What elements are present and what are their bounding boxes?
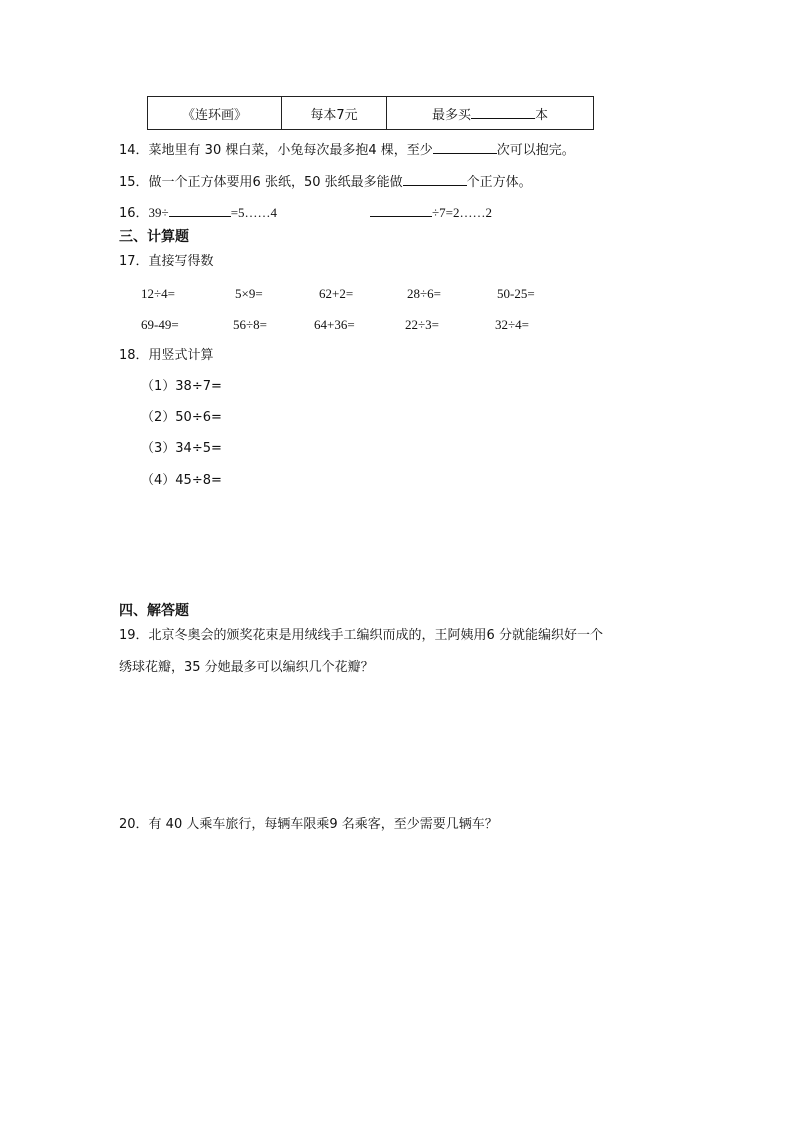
vertical-calc-item: （1）38÷7= xyxy=(141,379,222,394)
calc-item: 56÷8= xyxy=(233,317,267,332)
question-19-line1: 19．北京冬奥会的颁奖花束是用绒线手工编织而成的，王阿姨用6 分就能编织好一个 xyxy=(119,628,603,643)
question-14 xyxy=(119,140,575,159)
section-3-title: 三、计算题 xyxy=(119,229,189,245)
question-15-suffix: 个正方体。 xyxy=(466,175,532,190)
vertical-calc-item: （4）45÷8= xyxy=(141,473,222,488)
calc-item: 64+36= xyxy=(314,317,355,332)
calc-item: 50-25= xyxy=(497,286,535,301)
price-table xyxy=(147,96,594,130)
question-16-left-suffix: =5……4 xyxy=(230,205,278,220)
calc-item: 5×9= xyxy=(235,286,263,301)
question-16-label: 16． xyxy=(119,206,149,221)
question-19-line2: 绣球花瓣，35 分她最多可以编织几个花瓣？ xyxy=(119,660,374,675)
vertical-calc-item: （2）50÷6= xyxy=(141,410,222,425)
question-16-left-blank[interactable] xyxy=(169,203,231,217)
table-row xyxy=(148,97,594,130)
question-17-title: 17．直接写得数 xyxy=(119,254,214,269)
calc-item: 22÷3= xyxy=(405,317,439,332)
calc-item: 69-49= xyxy=(141,317,179,332)
question-14-blank[interactable] xyxy=(433,140,497,154)
answer-suffix: 本 xyxy=(535,107,549,123)
answer-prefix: 最多买 xyxy=(431,107,471,123)
calc-item: 28÷6= xyxy=(407,286,441,301)
question-15-prefix: 15．做一个正方体要用6 张纸，50 张纸最多能做 xyxy=(119,175,403,190)
calc-item: 32÷4= xyxy=(495,317,529,332)
question-20: 20．有 40 人乘车旅行，每辆车限乘9 名乘客，至少需要几辆车？ xyxy=(119,817,498,832)
answer-blank[interactable] xyxy=(471,105,535,119)
section-4-title: 四、解答题 xyxy=(119,603,189,619)
question-14-prefix: 14．菜地里有 30 棵白菜，小兔每次最多抱4 棵，至少 xyxy=(119,143,433,158)
table-cell-title: 《连环画》 xyxy=(148,97,282,130)
question-16-right-suffix: ÷7=2……2 xyxy=(432,205,492,220)
question-15-blank[interactable] xyxy=(403,172,467,186)
question-16-right xyxy=(370,203,492,221)
question-16-left-prefix: 39÷ xyxy=(148,205,169,220)
table-cell-price: 每本7元 xyxy=(282,97,387,130)
table-cell-answer xyxy=(387,97,594,130)
question-15 xyxy=(119,172,532,191)
calc-item: 12÷4= xyxy=(141,286,175,301)
question-16-right-blank[interactable] xyxy=(370,203,432,217)
question-16 xyxy=(119,203,277,222)
vertical-calc-item: （3）34÷5= xyxy=(141,441,222,456)
question-18-title: 18．用竖式计算 xyxy=(119,348,214,363)
calc-item: 62+2= xyxy=(319,286,354,301)
question-14-suffix: 次可以抱完。 xyxy=(496,143,575,158)
